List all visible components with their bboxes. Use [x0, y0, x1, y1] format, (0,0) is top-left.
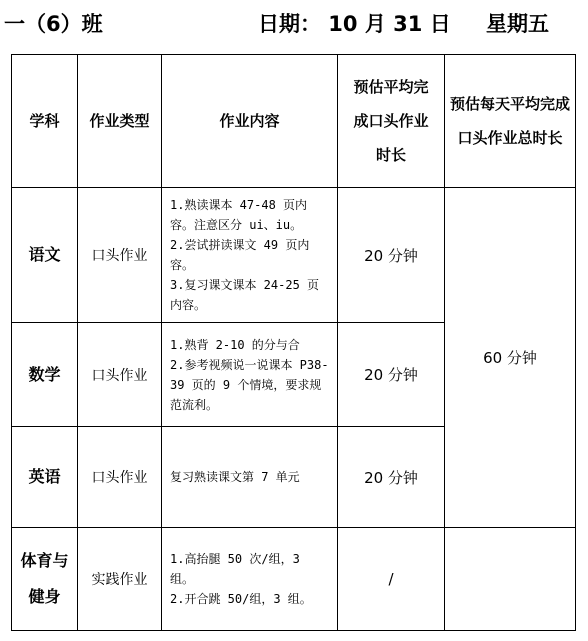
- column-header-total-duration: 预估每天平均完成口头作业总时长: [445, 55, 576, 188]
- type-cell: 实践作业: [78, 528, 162, 631]
- page-header: [0, 0, 588, 50]
- content-cell: [162, 528, 338, 631]
- type-cell: 口头作业: [78, 188, 162, 323]
- column-header-content: 作业内容: [162, 55, 338, 188]
- column-header-subject: 学科: [12, 55, 78, 188]
- type-cell: 口头作业: [78, 323, 162, 427]
- subject-cell: 英语: [12, 427, 78, 528]
- content-line: 1.高抬腿 50 次/组，3 组。: [170, 552, 300, 586]
- content-cell: [162, 323, 338, 427]
- table-row: [12, 528, 576, 631]
- duration-cell: /: [338, 528, 445, 631]
- content-line: 2.参考视频说一说课本 P38-39 页的 9 个情境，要求规范流利。: [170, 357, 329, 412]
- column-header-type: 作业类型: [78, 55, 162, 188]
- content-cell: [162, 427, 338, 528]
- empty-cell: [445, 528, 576, 631]
- content-line: 2.开合跳 50/组，3 组。: [170, 592, 312, 606]
- total-duration-cell: 60 分钟: [445, 188, 576, 528]
- content-line: 1.熟读课本 47-48 页内容。注意区分 ui、iu。: [170, 198, 308, 232]
- duration-cell: 20 分钟: [338, 188, 445, 323]
- content-cell: [162, 188, 338, 323]
- subject-cell: 语文: [12, 188, 78, 323]
- subject-cell: 体育与健身: [12, 528, 78, 631]
- content-line: 1.熟背 2-10 的分与合: [170, 337, 300, 352]
- type-cell: 口头作业: [78, 427, 162, 528]
- duration-cell: 20 分钟: [338, 427, 445, 528]
- date-label: 日期： 10 月 31 日: [258, 12, 451, 36]
- weekday-label: 星期五: [486, 12, 549, 36]
- table-row: [12, 188, 576, 323]
- subject-cell: 数学: [12, 323, 78, 427]
- content-line: 复习熟读课文第 7 单元: [170, 470, 300, 484]
- table-header-row: [12, 55, 576, 188]
- class-name: 一（6）班: [4, 12, 103, 36]
- duration-cell: 20 分钟: [338, 323, 445, 427]
- column-header-avg-duration: 预估平均完成口头作业时长: [338, 55, 445, 188]
- content-line: 3.复习课文课本 24-25 页内容。: [170, 278, 320, 312]
- content-line: 2.尝试拼读课文 49 页内容。: [170, 238, 310, 272]
- homework-table: [11, 54, 576, 631]
